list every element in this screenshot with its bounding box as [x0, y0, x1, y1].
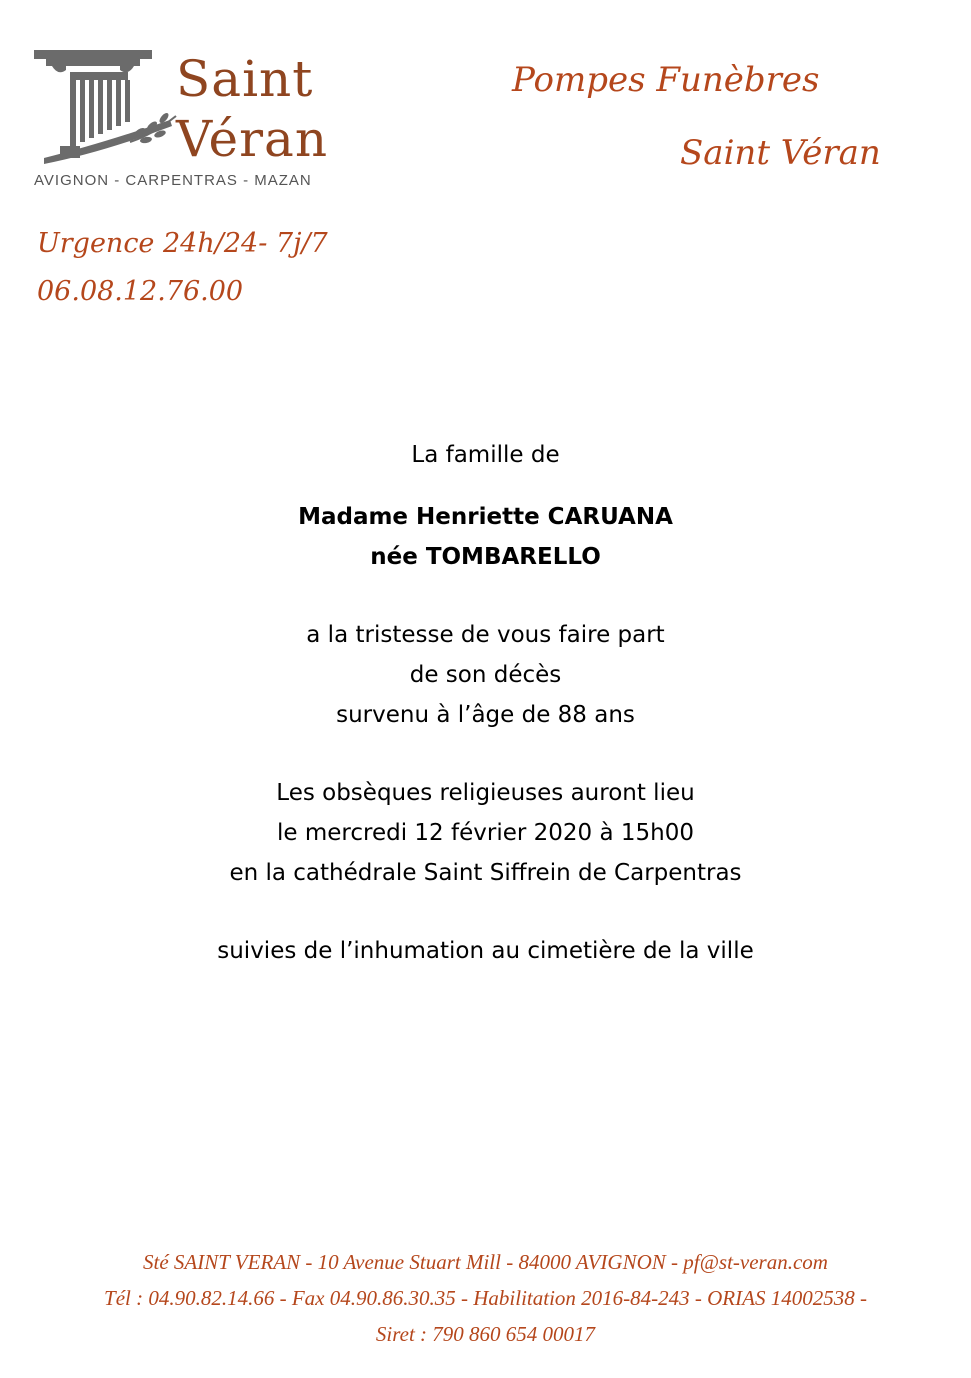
company-logo: [30, 46, 370, 196]
footer-contact: Tél : 04.90.82.14.66 - Fax 04.90.86.30.35 - Habilitation 2016-84-243 - ORIAS 14002538 -: [104, 1286, 867, 1310]
deceased-maiden-name: née TOMBARELLO: [370, 544, 601, 570]
ceremony-line: Les obsèques religieuses auront lieu: [276, 780, 695, 806]
logo-name-line1: Saint: [176, 50, 314, 108]
logo-name-line2: Véran: [176, 110, 329, 168]
emergency-phone: 06.08.12.76.00: [37, 276, 244, 307]
header-title-line2: Saint Véran: [680, 133, 881, 173]
announce-line: a la tristesse de vous faire part: [306, 622, 665, 648]
emergency-hours: Urgence 24h/24- 7j/7: [37, 228, 328, 259]
footer-address: Sté SAINT VERAN - 10 Avenue Stuart Mill - 84000 AVIGNON - pf@st-veran.com: [143, 1250, 828, 1274]
logo-locations: AVIGNON - CARPENTRAS - MAZAN: [34, 172, 312, 189]
notice-intro: La famille de: [411, 442, 560, 468]
announce-line: survenu à l’âge de 88 ans: [336, 702, 635, 728]
header-title-line1: Pompes Funèbres: [512, 60, 820, 100]
ceremony-line: le mercredi 12 février 2020 à 15h00: [277, 820, 694, 846]
burial-line: suivies de l’inhumation au cimetière de la ville: [217, 938, 754, 964]
ceremony-line: en la cathédrale Saint Siffrein de Carpentras: [229, 860, 742, 886]
announce-line: de son décès: [409, 662, 562, 688]
footer-siret: Siret : 790 860 654 00017: [375, 1322, 596, 1346]
column-laurel-icon: [30, 46, 180, 164]
deceased-name: Madame Henriette CARUANA: [298, 504, 673, 530]
